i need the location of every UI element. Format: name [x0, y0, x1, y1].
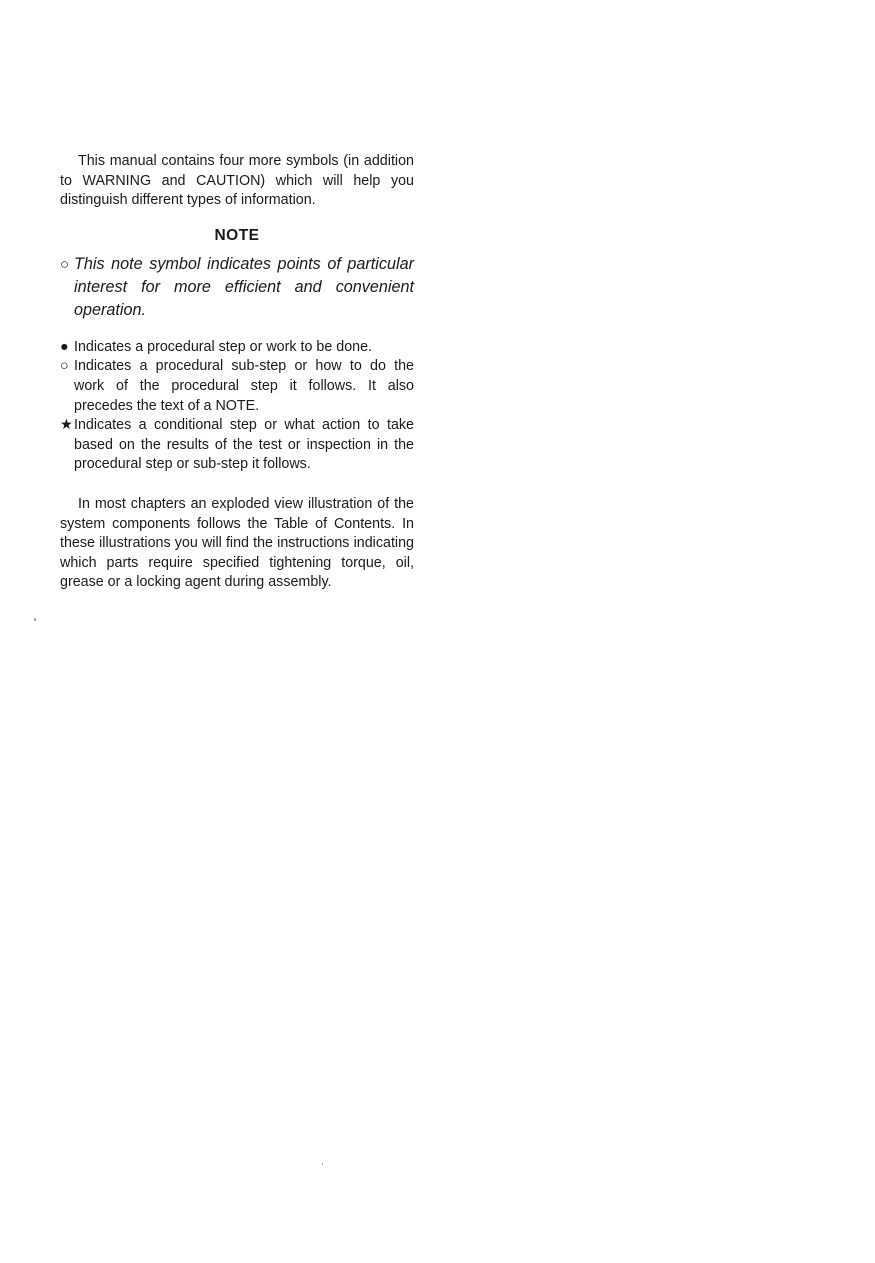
star-icon: ★ [60, 417, 73, 434]
text-column [60, 152, 414, 593]
symbol-description: Indicates a conditional step or what action to take based on the results of the test or inspection in the procedural step or sub-step it follows. [74, 417, 414, 473]
intro-paragraph: This manual contains four more symbols (in addition to WARNING and CAUTION) which will help you distinguish different types of information. [60, 153, 414, 209]
symbol-list [60, 338, 414, 475]
symbol-description: Indicates a procedural step or work to be done. [74, 338, 373, 355]
list-item [60, 338, 414, 358]
note-heading: NOTE [214, 226, 260, 244]
filled-circle-icon: ● [60, 338, 69, 355]
list-item [60, 416, 414, 475]
scan-speck [34, 618, 36, 621]
note-text-content: This note symbol indicates points of particular interest for more efficient and convenient operation. [74, 254, 414, 319]
note-marker-icon: ○ [60, 255, 70, 273]
list-item [60, 357, 414, 416]
hollow-circle-icon: ○ [60, 358, 69, 375]
note-text [60, 253, 414, 322]
symbol-description: Indicates a procedural sub-step or how to do the work of the procedural step it follows. It also precedes the text of a NOTE. [74, 358, 414, 414]
scan-speck [322, 1163, 323, 1165]
closing-paragraph: In most chapters an exploded view illustration of the system components follows the Table of Contents. In these illustrations you will find the instructions indicating which parts require specified tightening torque, oil, grease or a locking agent during assembly. [60, 495, 414, 591]
